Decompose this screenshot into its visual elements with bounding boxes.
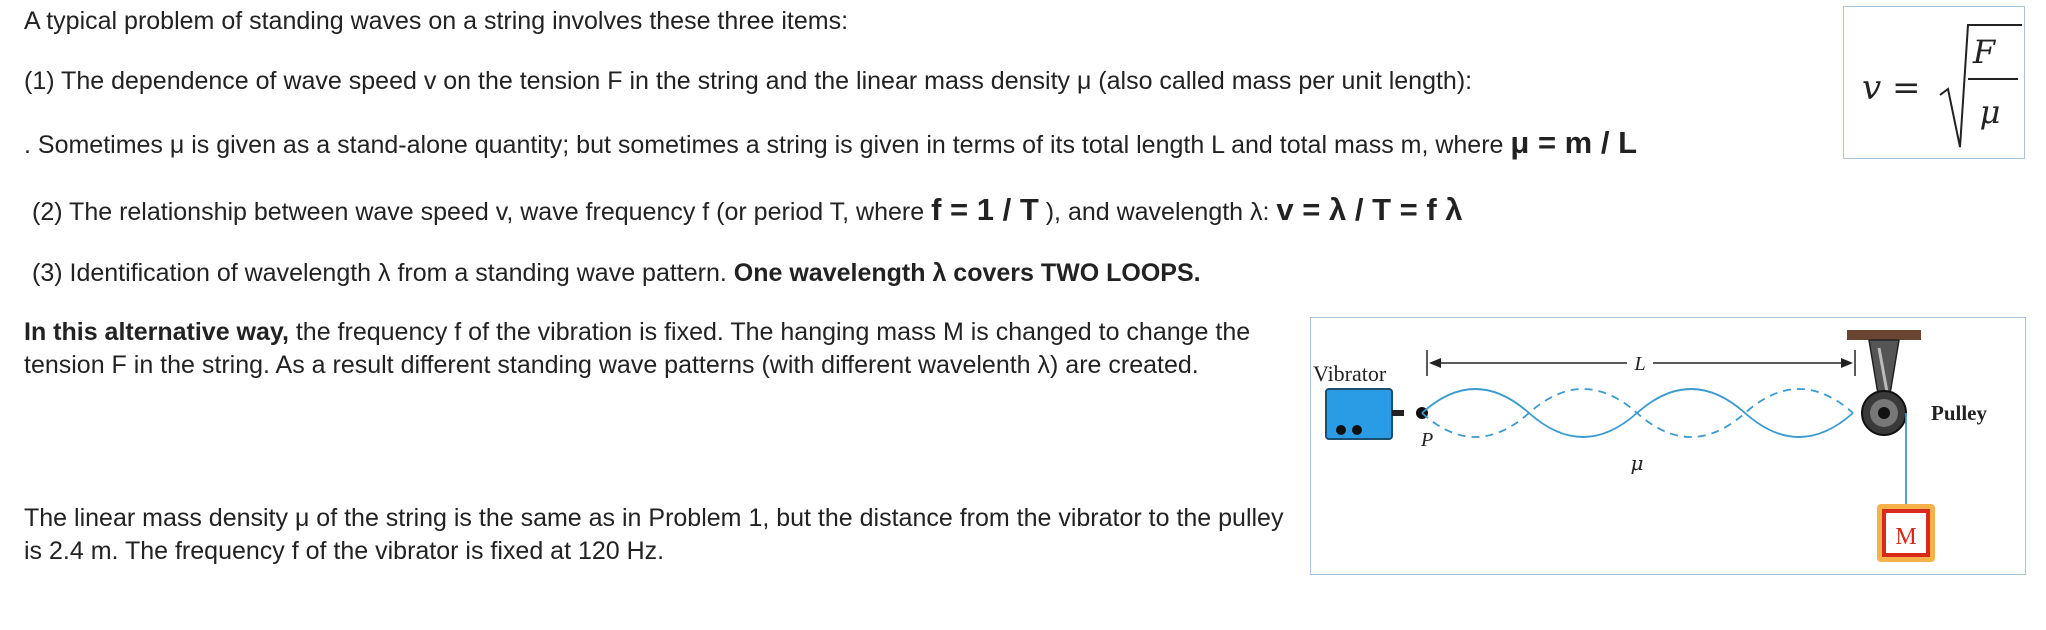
item1-text: (1) The dependence of wave speed v on the tension F in the string and the linear mass density μ (also called mass per unit length): bbox=[24, 67, 1473, 95]
pulley-label: Pulley bbox=[1931, 401, 1987, 425]
mu-formula: μ = m / L bbox=[1510, 125, 1638, 160]
figure-svg bbox=[1311, 318, 2025, 574]
intro-text: A typical problem of standing waves on a string involves these three items: bbox=[24, 7, 849, 35]
period-formula: f = 1 / T bbox=[931, 192, 1039, 227]
point-p-label: P bbox=[1421, 429, 1434, 451]
wave-speed-formula-box bbox=[1843, 6, 2025, 159]
item3-body: (3) Identification of wavelength λ from a standing wave pattern. bbox=[32, 259, 734, 287]
mu-label: μ bbox=[1630, 451, 1644, 475]
formula-numerator: F bbox=[1972, 33, 1996, 71]
speed-formula: v = λ / T = f λ bbox=[1276, 192, 1463, 227]
mass-label: M bbox=[1895, 524, 1917, 550]
vibrator-foot-right bbox=[1352, 425, 1362, 435]
alternative-body: the frequency f of the vibration is fixed. The hanging mass M is changed to change the tension F in the string. As a result different standing wave patterns (with different wavelenth λ) are created. bbox=[24, 318, 1251, 379]
alternative-paragraph bbox=[24, 316, 1284, 382]
pulley-axle bbox=[1878, 407, 1890, 419]
sometimes-text bbox=[24, 125, 1638, 160]
problem-paragraph: The linear mass density μ of the string is the same as in Problem 1, but the distance from the vibrator to the pulley is 2.4 m. The frequency f of the vibrator is fixed at 120 Hz. bbox=[24, 504, 1284, 565]
sometimes-body: . Sometimes μ is given as a stand-alone quantity; but sometimes a string is given in terms of its total length L and total mass m, where bbox=[24, 131, 1511, 159]
item2-part2: ), and wavelength λ: bbox=[1038, 198, 1277, 226]
vibrator-arm bbox=[1392, 410, 1404, 416]
item3-bold: One wavelength λ covers TWO LOOPS. bbox=[733, 259, 1201, 287]
wave-dashed bbox=[1422, 389, 1853, 437]
item2-part1: (2) The relationship between wave speed v, wave frequency f (or period T, where bbox=[32, 198, 932, 226]
pulley-mount-bar bbox=[1847, 330, 1921, 340]
dimension-arrow-right bbox=[1841, 358, 1853, 368]
alternative-bold: In this alternative way, bbox=[24, 318, 289, 346]
dimension-arrow-left bbox=[1429, 358, 1441, 368]
vibrator-foot-left bbox=[1336, 425, 1346, 435]
item3-text bbox=[32, 258, 1201, 288]
standing-wave-figure bbox=[1310, 317, 2026, 575]
wave-speed-formula bbox=[1844, 7, 2024, 158]
formula-denominator: μ bbox=[1979, 93, 2001, 131]
vibrator-label: Vibrator bbox=[1313, 361, 1387, 386]
length-label: L bbox=[1634, 353, 1646, 375]
formula-lhs: v = bbox=[1862, 68, 1921, 108]
item2-text bbox=[32, 192, 1463, 227]
